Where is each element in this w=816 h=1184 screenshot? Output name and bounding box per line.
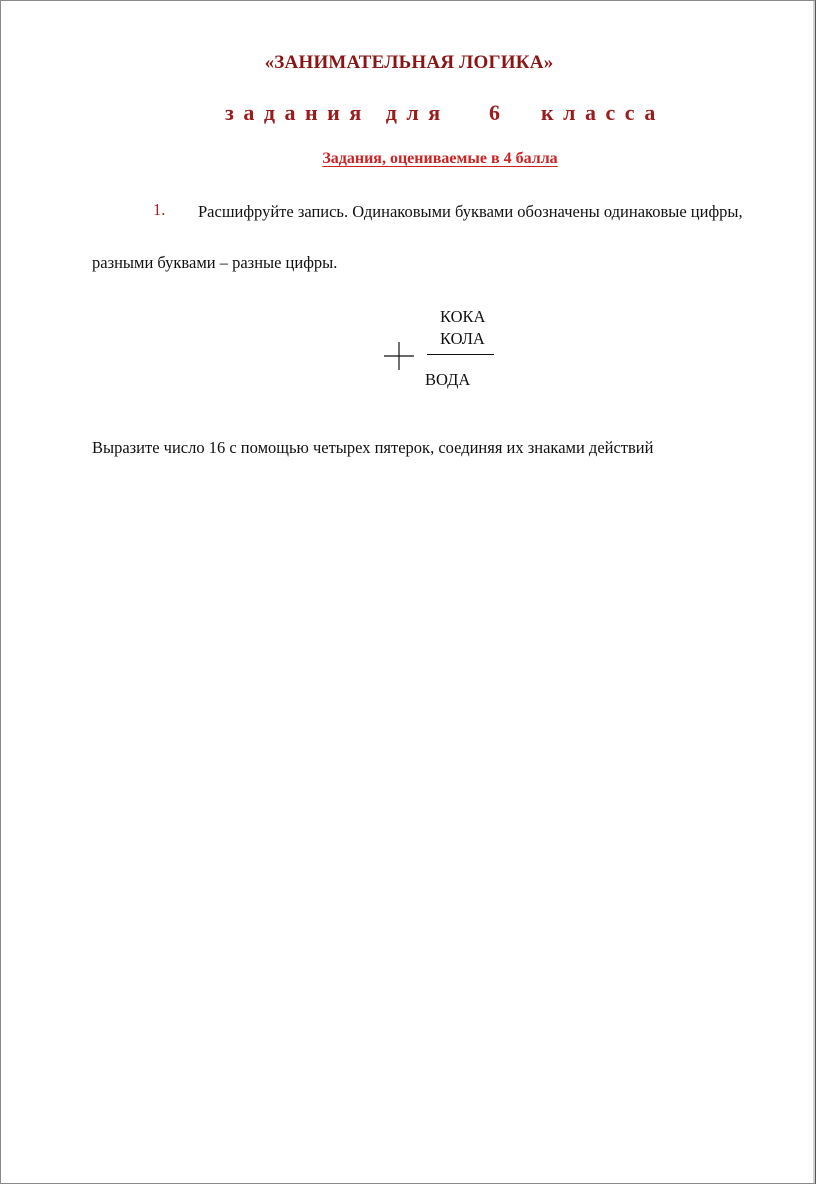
task-1-number: 1. [153,200,166,219]
puzzle-operand-1: КОКА [440,307,486,326]
task-2-text: Выразите число 16 с помощью четырех пятерок, соединяя их знаками действий [92,438,654,457]
document-title: «ЗАНИМАТЕЛЬНАЯ ЛОГИКА» [264,52,554,73]
subtitle-grade-word: класса [541,100,665,125]
points-heading: Задания, оцениваемые в 4 балла [322,150,558,167]
puzzle-operand-2: КОЛА [440,329,485,348]
puzzle-result: ВОДА [425,370,471,389]
task-1-continuation: разными буквами – разные цифры. [92,253,338,272]
subtitle-grade-number: 6 [489,100,500,125]
puzzle-sum-line [427,354,494,355]
task-1-text: Расшифруйте запись. Одинаковыми буквами обозначены одинаковые цифры, [198,202,743,221]
plus-icon [384,342,414,370]
subtitle-tasks-for: задания для [225,100,450,125]
